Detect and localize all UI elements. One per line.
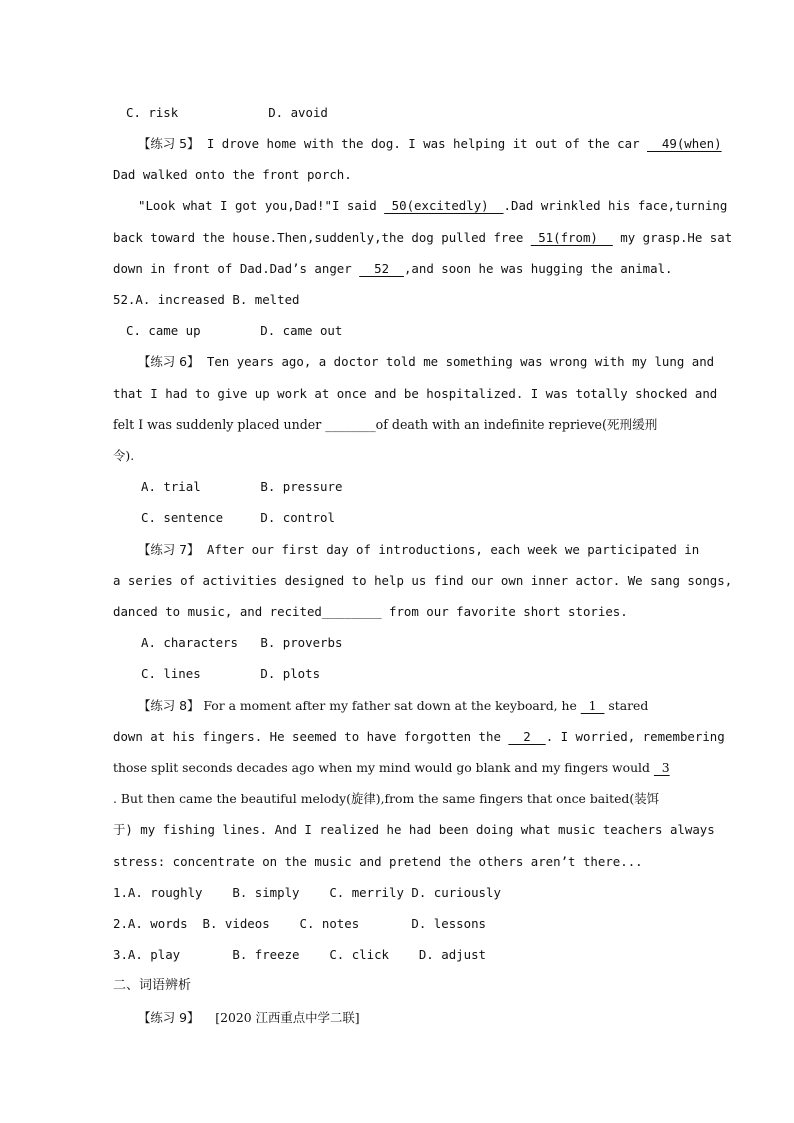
ex6-options-cd: C. sentence D. control	[141, 510, 335, 525]
ex5-line-4: back toward the house.Then,suddenly,the dog pulled free 51(from) my grasp.He sat	[113, 230, 733, 245]
ex5-tag: 【练习 5】	[138, 136, 200, 151]
ex5-line-1: 【练习 5】 I drove home with the dog. I was helping it out of the car 49(when)	[138, 136, 722, 151]
ex9-source: [2020 江西重点中学二联]	[215, 1010, 360, 1025]
blank-50: 50(excitedly)	[384, 198, 504, 213]
ex8-tag: 【练习 8】	[138, 698, 200, 713]
blank-2: 2	[508, 729, 546, 744]
section-heading: 二、词语辨析	[113, 978, 192, 993]
ex6-tag: 【练习 6】	[138, 354, 200, 369]
ex8-line-1: 【练习 8】 For a moment after my father sat down at the keyboard, he 1 stared	[138, 698, 649, 713]
blank-3: 3	[653, 760, 670, 775]
ex8-line-4: . But then came the beautiful melody(旋律),from the same fingers that once baited(装饵	[113, 791, 659, 806]
ex5-line-2: Dad walked onto the front porch.	[113, 167, 352, 182]
ex8-line-6: stress: concentrate on the music and pretend the others aren’t there...	[113, 854, 643, 869]
ex7-options-cd: C. lines D. plots	[141, 666, 321, 681]
ex8-line-3: those split seconds decades ago when my mind would go blank and my fingers would 3	[113, 760, 670, 775]
ex7-options-ab: A. characters B. proverbs	[141, 635, 343, 650]
ex8-question-3: 3.A. play B. freeze C. click D. adjust	[113, 947, 486, 962]
ex4-options-cd	[126, 105, 694, 121]
ex4-option-c: C. risk	[126, 105, 179, 120]
blank-49: 49(when)	[647, 136, 722, 151]
ex5-question-52-ab: 52.A. increased B. melted	[113, 292, 300, 307]
blank-52: 52	[359, 261, 404, 276]
ex8-question-2: 2.A. words B. videos C. notes D. lessons	[113, 916, 486, 931]
ex5-line-5: down in front of Dad.Dad’s anger 52 ,and soon he was hugging the animal.	[113, 261, 673, 276]
ex6-line-3: felt I was suddenly placed under ________of death with an indefinite reprieve(死刑缓刑	[113, 417, 658, 432]
ex9-line-1	[138, 1010, 681, 1026]
ex7-line-1: 【练习 7】 After our first day of introductions, each week we participated in	[138, 542, 700, 557]
ex6-line-2: that I had to give up work at once and be hospitalized. I was totally shocked and	[113, 386, 718, 401]
blank-51: 51(from)	[530, 230, 613, 245]
ex8-line-5: 于) my fishing lines. And I realized he had been doing what music teachers always	[113, 822, 715, 837]
ex7-tag: 【练习 7】	[138, 542, 200, 557]
blank-1: 1	[580, 698, 605, 713]
ex6-line-1: 【练习 6】 Ten years ago, a doctor told me something was wrong with my lung and	[138, 354, 715, 369]
ex5-line-3: "Look what I got you,Dad!"I said 50(excitedly) .Dad wrinkled his face,turning	[138, 198, 728, 213]
ex4-option-d: D. avoid	[268, 105, 328, 120]
ex6-options-ab: A. trial B. pressure	[141, 479, 343, 494]
ex9-tag: 【练习 9】	[138, 1010, 200, 1025]
ex7-line-3: danced to music, and recited________ from our favorite short stories.	[113, 604, 628, 619]
ex7-line-2: a series of activities designed to help us find our own inner actor. We sang songs,	[113, 573, 733, 588]
ex8-question-1: 1.A. roughly B. simply C. merrily D. curiously	[113, 885, 501, 900]
ex5-question-52-cd: C. came up D. came out	[126, 323, 343, 338]
ex8-line-2: down at his fingers. He seemed to have forgotten the 2 . I worried, remembering	[113, 729, 725, 744]
ex6-line-4: 令).	[113, 448, 135, 463]
